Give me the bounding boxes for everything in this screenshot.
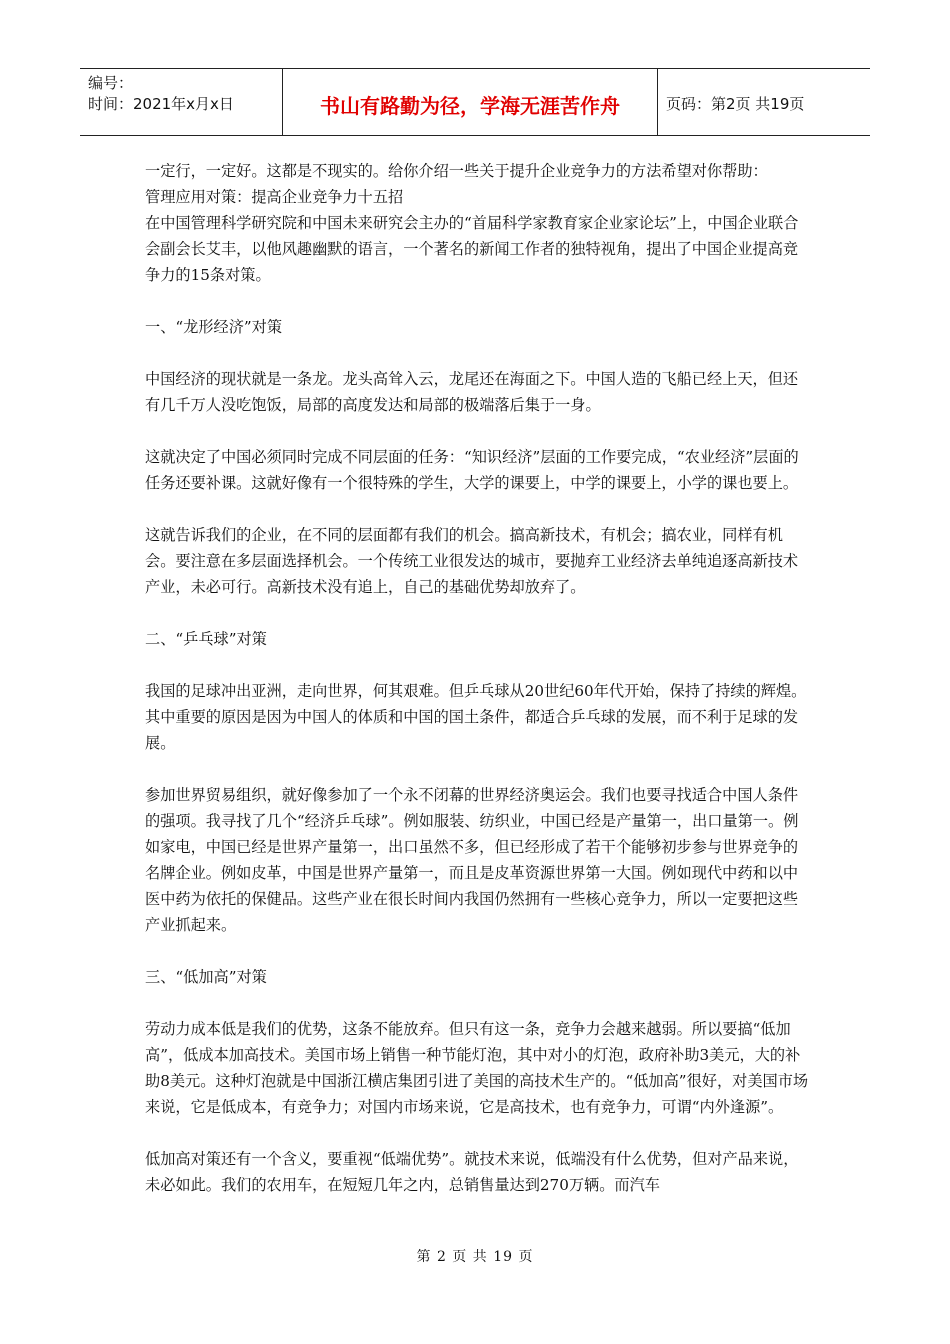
body-paragraph: 一、“龙形经济”对策 bbox=[145, 318, 283, 336]
page-footer bbox=[0, 1246, 950, 1266]
header-motto-cell bbox=[283, 69, 658, 135]
body-paragraph: 三、“低加高”对策 bbox=[145, 968, 267, 986]
header-info-cell bbox=[80, 69, 283, 135]
body-paragraph: 一定行，一定好。这都是不现实的。给你介绍一些关于提升企业竞争力的方法希望对你帮助： bbox=[145, 162, 768, 180]
body-paragraph: 管理应用对策：提高企业竞争力十五招 bbox=[145, 188, 404, 206]
body-paragraph: 这就决定了中国必须同时完成不同层面的任务：“知识经济”层面的工作要完成，“农业经济”层面的任务还要补课。这就好像有一个很特殊的学生，大学的课要上，中学的课要上，小学的课也要上。 bbox=[145, 448, 799, 492]
footer-page-number: 第 2 页 共 19 页 bbox=[416, 1249, 534, 1265]
document-number-label: 编号： bbox=[88, 74, 134, 92]
body-paragraph: 参加世界贸易组织，就好像参加了一个永不闭幕的世界经济奥运会。我们也要寻找适合中国人条件的强项。我寻找了几个“经济乒乓球”。例如服装、纺织业，中国已经是产量第一，出口量第一。例如家电，中国已经是世界产量第一，出口虽然不多，但已经形成了若干个能够初步参与世界竞争的名牌企业。例如皮革，中国是世界产量第一，而且是皮革资源世界第一大国。例如现代中药和以中医中药为依托的保健品。这些产业在很长时间内我国仍然拥有一些核心竞争力，所以一定要把这些产业抓起来。 bbox=[145, 786, 799, 934]
document-date-label: 时间：2021年x月x日 bbox=[88, 95, 234, 113]
body-paragraph: 这就告诉我们的企业，在不同的层面都有我们的机会。搞高新技术，有机会；搞农业，同样有机会。要注意在多层面选择机会。一个传统工业很发达的城市，要抛弃工业经济去单纯追逐高新技术产业，未必可行。高新技术没有追上，自己的基础优势却放弃了。 bbox=[145, 526, 799, 596]
body-paragraph: 我国的足球冲出亚洲，走向世界，何其艰难。但乒乓球从20世纪60年代开始，保持了持续的辉煌。其中重要的原因是因为中国人的体质和中国的国土条件，都适合乒乓球的发展，而不利于足球的发展。 bbox=[145, 682, 807, 752]
body-paragraph: 劳动力成本低是我们的优势，这条不能放弃。但只有这一条，竞争力会越来越弱。所以要搞“低加高”，低成本加高技术。美国市场上销售一种节能灯泡，其中对小的灯泡，政府补助3美元，大的补助8美元。这种灯泡就是中国浙江横店集团引进了美国的高技术生产的。“低加高”很好，对美国市场来说，它是低成本，有竞争力；对国内市场来说，它是高技术，也有竞争力，可谓“内外逢源”。 bbox=[145, 1020, 809, 1116]
body-paragraph: 在中国管理科学研究院和中国未来研究会主办的“首届科学家教育家企业家论坛”上，中国企业联合会副会长艾丰，以他风趣幽默的语言，一个著名的新闻工作者的独特视角，提出了中国企业提高竞争力的15条对策。 bbox=[145, 214, 799, 284]
header-page-cell bbox=[658, 69, 870, 135]
body-paragraph: 二、“乒乓球”对策 bbox=[145, 630, 267, 648]
body-paragraph: 低加高对策还有一个含义，要重视“低端优势”。就技术来说，低端没有什么优势，但对产品来说，未必如此。我们的农用车，在短短几年之内，总销售量达到270万辆。而汽车 bbox=[145, 1150, 799, 1194]
header-page-label: 页码：第2页 共19页 bbox=[666, 94, 805, 113]
page-header bbox=[80, 68, 870, 136]
document-body bbox=[145, 158, 810, 1198]
body-paragraph: 中国经济的现状就是一条龙。龙头高耸入云，龙尾还在海面之下。中国人造的飞船已经上天，但还有几千万人没吃饱饭，局部的高度发达和局部的极端落后集于一身。 bbox=[145, 370, 799, 414]
header-motto: 书山有路勤为径，学海无涯苦作舟 bbox=[320, 93, 620, 118]
